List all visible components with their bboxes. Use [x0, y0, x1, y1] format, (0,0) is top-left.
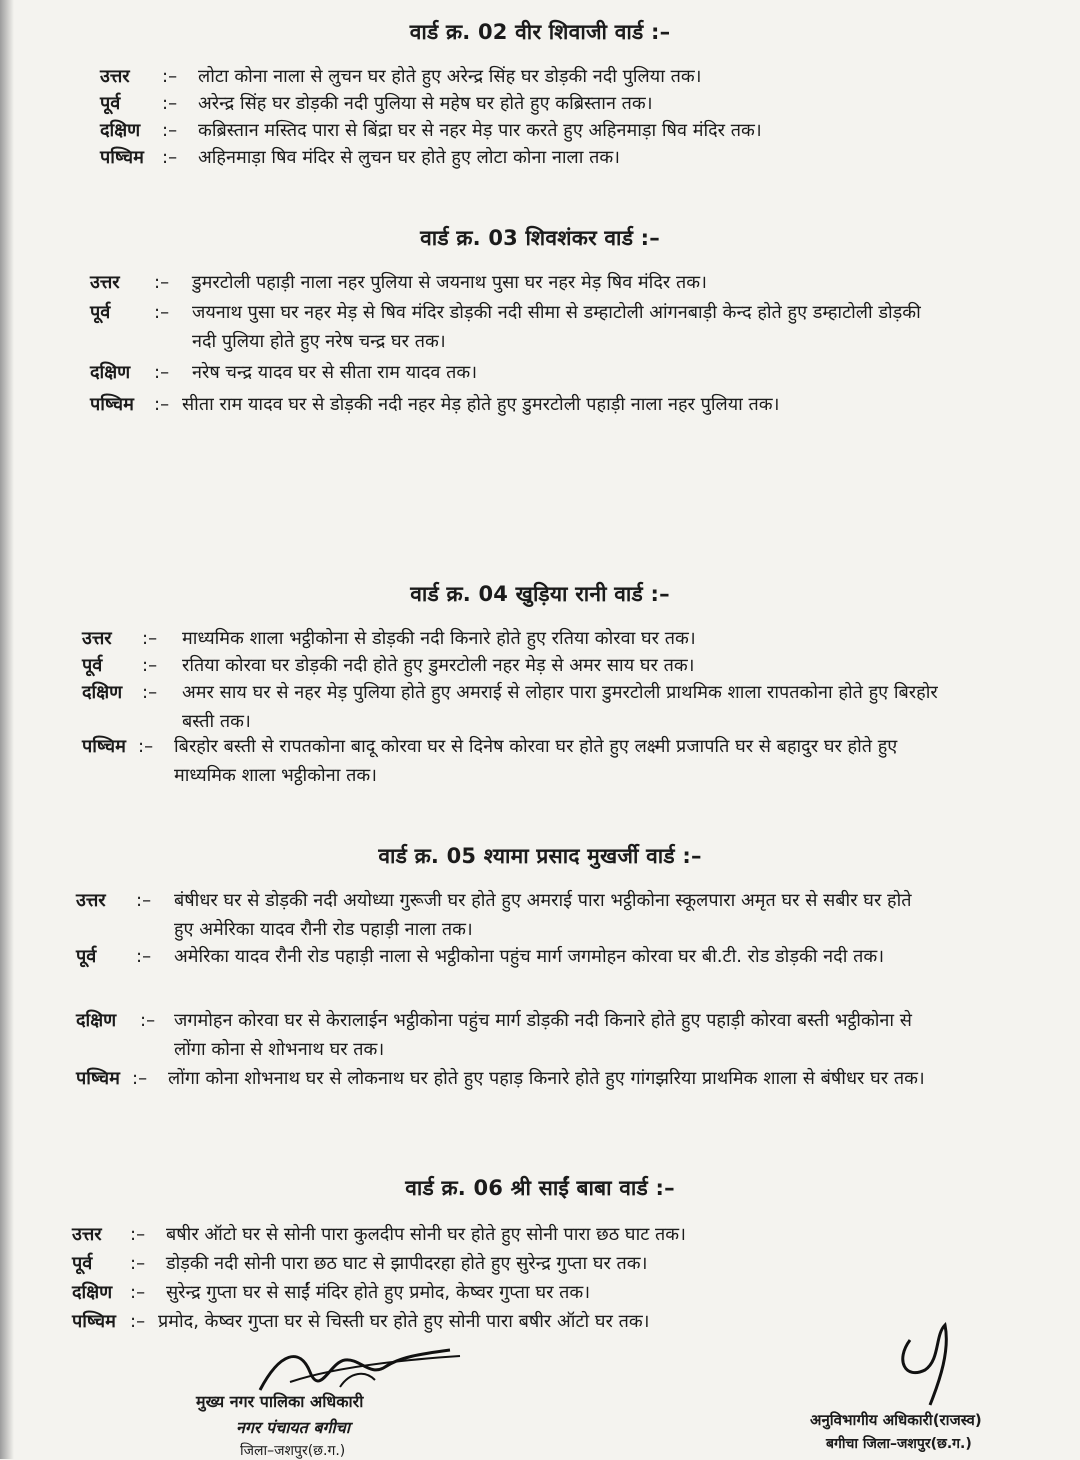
direction-label: पूर्व [72, 1253, 93, 1274]
boundary-text: जगमोहन कोरवा घर से केरालाईन भट्ठीकोना पहुंच मार्ग डोड़की नदी किनारे होते हुए पहाड़ी कोरवा बस्ती भट्ठीकोना से लोंगा कोना से शोभनाथ घर तक। [174, 1010, 912, 1060]
separator: :– [132, 1068, 148, 1089]
direction-label: दक्षिण [100, 120, 141, 141]
separator: :– [154, 302, 170, 323]
direction-label: उत्तर [82, 628, 112, 649]
separator: :– [162, 93, 178, 114]
boundary-text: कब्रिस्तान मस्तिद पारा से बिंद्रा घर से नहर मेड़ पार करते हुए अहिनमाड़ा षिव मंदिर तक। [198, 120, 762, 141]
direction-label: पष्चिम [90, 394, 134, 415]
direction-label: पष्चिम [100, 147, 144, 168]
direction-label: दक्षिण [82, 682, 123, 703]
ward-06-title: वार्ड क्र. 06 श्री साईं बाबा वार्ड :– [405, 1176, 675, 1200]
handwritten-signature-right [880, 1320, 1000, 1410]
ward-05-title: वार्ड क्र. 05 श्यामा प्रसाद मुखर्जी वार्ड :– [378, 844, 702, 868]
boundary-text: अमेरिका यादव रौनी रोड पहाड़ी नाला से भट्ठीकोना पहुंच मार्ग जगमोहन कोरवा घर बी.टी. रोड डोड़की नदी तक। [174, 946, 885, 967]
ward-04-title: वार्ड क्र. 04 खुड़िया रानी वार्ड :– [410, 582, 670, 606]
direction-label: पूर्व [90, 302, 111, 323]
separator: :– [162, 147, 178, 168]
direction-label: उत्तर [76, 890, 106, 911]
boundary-text: अहिनमाड़ा षिव मंदिर से लुचन घर होते हुए लोटा कोना नाला तक। [198, 147, 620, 168]
scan-edge-shadow [0, 0, 14, 1459]
separator: :– [162, 120, 178, 141]
boundary-text: डोड़की नदी सोनी पारा छठ घाट से झापीदरहा होते हुए सुरेन्द्र गुप्ता घर तक। [166, 1253, 648, 1274]
boundary-text: बंषीधर घर से डोड़की नदी अयोध्या गुरूजी घर होते हुए अमराई पारा भट्ठीकोना स्कूलपारा अमृत घर से सबीर घर होते हुए अमेरिका यादव रौनी रोड पहाड़ी नाला तक। [174, 890, 912, 940]
separator: :– [130, 1224, 146, 1245]
cmo-district: जिला–जशपुर(छ.ग.) [240, 1443, 346, 1459]
separator: :– [154, 362, 170, 383]
boundary-text: प्रमोद, केष्वर गुप्ता घर से चिस्ती घर होते हुए सोनी पारा बषीर ऑटो घर तक। [158, 1311, 650, 1332]
separator: :– [136, 890, 152, 911]
boundary-text: सीता राम यादव घर से डोड़की नदी नहर मेड़ होते हुए डुमरटोली पहाड़ी नाला नहर पुलिया तक। [182, 394, 780, 415]
separator: :– [140, 1010, 156, 1031]
boundary-text: बिरहोर बस्ती से रापतकोना बादू कोरवा घर से दिनेष कोरवा घर होते हुए लक्ष्मी प्रजापति घर से बहादुर घर होते हुए माध्यमिक शाला भट्ठीकोना तक। [174, 736, 898, 786]
direction-label: दक्षिण [90, 362, 131, 383]
direction-label: उत्तर [90, 272, 120, 293]
separator: :– [130, 1253, 146, 1274]
separator: :– [162, 66, 178, 87]
boundary-text: अमर साय घर से नहर मेड़ पुलिया होते हुए अमराई से लोहार पारा डुमरटोली प्राथमिक शाला रापतकोना होते हुए बिरहोर बस्ती तक। [182, 682, 938, 732]
direction-label: पूर्व [100, 93, 121, 114]
ward-02-title: वार्ड क्र. 02 वीर शिवाजी वार्ड :– [409, 20, 671, 44]
boundary-text: जयनाथ पुसा घर नहर मेड़ से षिव मंदिर डोड़की नदी सीमा से डम्हाटोली आंगनबाड़ी केन्द होते हुए डम्हाटोली डोड़की नदी पुलिया होते हुए नरेष चन्द्र घर तक। [192, 302, 921, 352]
boundary-text: माध्यमिक शाला भट्ठीकोना से डोड़की नदी किनारे होते हुए रतिया कोरवा घर तक। [182, 628, 696, 649]
boundary-text: सुरेन्द्र गुप्ता घर से साईं मंदिर होते हुए प्रमोद, केष्वर गुप्ता घर तक। [166, 1282, 591, 1303]
direction-label: दक्षिण [72, 1282, 113, 1303]
separator: :– [142, 682, 158, 703]
boundary-text: लोंगा कोना शोभनाथ घर से लोकनाथ घर होते हुए पहाड़ किनारे होते हुए गांगझरिया प्राथमिक शाला से बंषीधर घर तक। [168, 1068, 925, 1089]
direction-label: पष्चिम [72, 1311, 116, 1332]
direction-label: पष्चिम [82, 736, 126, 757]
boundary-text: रतिया कोरवा घर डोड़की नदी होते हुए डुमरटोली नहर मेड़ से अमर साय घर तक। [182, 655, 695, 676]
separator: :– [136, 946, 152, 967]
boundary-text: लोटा कोना नाला से लुचन घर होते हुए अरेन्द्र सिंह घर डोड़की नदी पुलिया तक। [198, 66, 702, 87]
separator: :– [154, 394, 170, 415]
sdm-signature-block [800, 1320, 1070, 1459]
sdm-office: बगीचा जिला–जशपुर(छ.ग.) [826, 1436, 972, 1452]
separator: :– [130, 1282, 146, 1303]
direction-label: पूर्व [76, 946, 97, 967]
direction-label: उत्तर [72, 1224, 102, 1245]
separator: :– [138, 736, 154, 757]
separator: :– [142, 628, 158, 649]
boundary-text: नरेष चन्द्र यादव घर से सीता राम यादव तक। [192, 362, 478, 383]
direction-label: पष्चिम [76, 1068, 120, 1089]
cmo-signature-block [180, 1340, 480, 1459]
direction-label: पूर्व [82, 655, 103, 676]
separator: :– [142, 655, 158, 676]
cmo-designation: मुख्य नगर पालिका अधिकारी [196, 1392, 364, 1411]
ward-03-title: वार्ड क्र. 03 शिवशंकर वार्ड :– [420, 226, 660, 250]
boundary-text: डुमरटोली पहाड़ी नाला नहर पुलिया से जयनाथ पुसा घर नहर मेड़ षिव मंदिर तक। [192, 272, 707, 293]
sdm-designation: अनुविभागीय अधिकारी(राजस्व) [810, 1411, 982, 1429]
separator: :– [154, 272, 170, 293]
cmo-office: नगर पंचायत बगीचा [236, 1418, 350, 1437]
direction-label: दक्षिण [76, 1010, 117, 1031]
direction-label: उत्तर [100, 66, 130, 87]
boundary-text: अरेन्द्र सिंह घर डोड़की नदी पुलिया से महेष घर होते हुए कब्रिस्तान तक। [198, 93, 653, 114]
separator: :– [130, 1311, 146, 1332]
boundary-text: बषीर ऑटो घर से सोनी पारा कुलदीप सोनी घर होते हुए सोनी पारा छठ घाट तक। [166, 1224, 686, 1245]
